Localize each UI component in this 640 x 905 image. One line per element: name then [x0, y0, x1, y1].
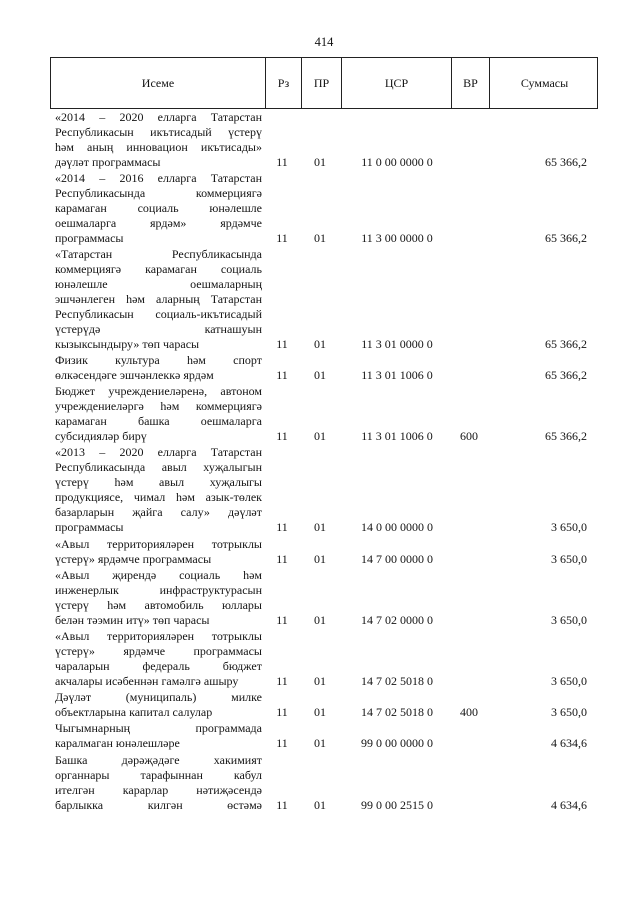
name-line: Башка дәрәҗәдәге хакимият [55, 752, 262, 767]
table-row [50, 247, 598, 352]
name-cell [50, 110, 264, 170]
table-row [50, 753, 598, 813]
csr-cell: 11 3 00 0000 0 [361, 230, 433, 245]
csr-cell: 14 7 02 5018 0 [361, 674, 433, 688]
name-line: өлкәсендәге эшчәнлеккә ярдәм [55, 368, 214, 383]
table-row [50, 110, 598, 170]
name-line: юнәлешле оешмаларның [55, 276, 262, 291]
sum-cell: 3 650,0 [551, 520, 587, 535]
rz-cell: 11 [276, 336, 288, 351]
csr-cell: 11 3 01 1006 0 [361, 368, 433, 383]
table-row [50, 384, 598, 444]
rz-cell: 11 [276, 551, 288, 566]
header-rz: Рз [265, 58, 301, 108]
pr-cell: 01 [314, 429, 326, 444]
table-row [50, 721, 598, 751]
sum-cell: 65 366,2 [545, 230, 587, 245]
name-line: кызыксындыру» төп чарасы [55, 336, 200, 351]
pr-cell: 01 [314, 736, 326, 751]
name-line: инженерлык инфраструктурасын [55, 582, 262, 597]
rz-cell: 11 [276, 674, 288, 688]
rz-cell: 11 [276, 520, 288, 535]
csr-cell: 11 3 01 1006 0 [361, 429, 433, 444]
name-line: Чыгымнарның программада [55, 721, 262, 736]
pr-cell: 01 [314, 797, 326, 812]
name-line: үстерү һәм автомобиль юллары [55, 597, 262, 612]
table-row [50, 537, 598, 567]
name-line: Республикасын икътисадый үстерү [55, 124, 262, 139]
sum-cell: 3 650,0 [551, 674, 587, 688]
name-line: карамаган социаль юнәлешле [55, 200, 262, 215]
csr-cell: 11 3 01 0000 0 [361, 336, 433, 351]
sum-cell: 3 650,0 [551, 551, 587, 566]
vr-cell: 600 [460, 429, 478, 444]
name-line: учреждениеләргә һәм коммерциягә [55, 399, 262, 414]
csr-cell: 14 7 02 5018 0 [361, 705, 433, 720]
header-csr: ЦСР [341, 58, 451, 108]
table-header [50, 57, 598, 109]
name-line: үстерү» ярдәмче программасы [55, 644, 262, 658]
table-row [50, 353, 598, 383]
name-line: «Авыл территорияләрен тотрыклы [55, 536, 262, 551]
rz-cell: 11 [276, 705, 288, 720]
sum-cell: 65 366,2 [545, 154, 587, 169]
name-cell [50, 445, 264, 535]
name-cell [50, 384, 264, 444]
pr-cell: 01 [314, 336, 326, 351]
pr-cell: 01 [314, 612, 326, 627]
csr-cell: 14 7 00 0000 0 [361, 551, 433, 566]
sum-cell: 3 650,0 [551, 612, 587, 627]
table-row [50, 568, 598, 628]
rz-cell: 11 [276, 736, 288, 751]
name-line: коммерциягә карамаган социаль [55, 261, 262, 276]
name-line: «2013 – 2020 елларга Татарстан [55, 445, 262, 460]
name-cell [50, 753, 264, 813]
rz-cell: 11 [276, 429, 288, 444]
name-line: объектларына капитал салулар [55, 705, 213, 720]
pr-cell: 01 [314, 520, 326, 535]
name-line: «2014 – 2020 елларга Татарстан [55, 109, 262, 124]
name-cell [50, 247, 264, 352]
name-cell [50, 568, 264, 628]
name-cell [50, 629, 264, 689]
name-cell [50, 353, 264, 383]
header-pr: ПР [301, 58, 341, 108]
name-line: карамаган башка оешмаларга [55, 414, 262, 429]
name-line: һәм аның инновацион икътисады» [55, 139, 262, 154]
header-sum: Суммасы [489, 58, 599, 108]
name-line: барлыкка килгән өстәмә [55, 797, 262, 812]
name-line: программасы [55, 520, 124, 535]
name-line: «Авыл территорияләрен тотрыклы [55, 629, 262, 643]
csr-cell: 14 0 00 0000 0 [361, 520, 433, 535]
sum-cell: 4 634,6 [551, 736, 587, 751]
name-line: «Авыл җирендә социаль һәм [55, 567, 262, 582]
name-line: «Татарстан Республикасында [55, 246, 262, 261]
sum-cell: 65 366,2 [545, 429, 587, 444]
csr-cell: 99 0 00 2515 0 [361, 797, 433, 812]
name-line: каралмаган юнәлешләре [55, 736, 180, 751]
name-line: Физик культура һәм спорт [55, 353, 262, 368]
name-line: Бюджет учреждениеләренә, автоном [55, 384, 262, 399]
vr-cell: 400 [460, 705, 478, 720]
name-line: чараларын федераль бюджет [55, 659, 262, 673]
name-line: оешмаларга ярдәм» ярдәмче [55, 215, 262, 230]
header-vr: ВР [451, 58, 489, 108]
pr-cell: 01 [314, 368, 326, 383]
page-number: 414 [314, 35, 334, 49]
sum-cell: 4 634,6 [551, 797, 587, 812]
csr-cell: 14 7 02 0000 0 [361, 612, 433, 627]
name-line: үстерү» ярдәмче программасы [55, 551, 212, 566]
table-row [50, 629, 598, 689]
rz-cell: 11 [276, 154, 288, 169]
name-line: субсидияләр бирү [55, 429, 147, 444]
name-line: продукциясе, чимал һәм азык-төлек [55, 490, 262, 505]
name-line: Республикасын социаль-икътисадый [55, 306, 262, 321]
pr-cell: 01 [314, 230, 326, 245]
name-line: үстерү һәм авыл хуҗалыгы [55, 475, 262, 490]
sum-cell: 65 366,2 [545, 336, 587, 351]
csr-cell: 11 0 00 0000 0 [361, 154, 433, 169]
rz-cell: 11 [276, 230, 288, 245]
name-line: органнары тарафыннан кабул [55, 767, 262, 782]
header-name: Исеме [141, 75, 175, 90]
pr-cell: 01 [314, 154, 326, 169]
table-body [50, 110, 598, 813]
name-line: акчалары исәбеннән гамәлгә ашыру [55, 674, 239, 688]
name-cell [50, 721, 264, 751]
table-row [50, 445, 598, 535]
name-line: Республикасында авыл хуҗалыгын [55, 460, 262, 475]
sum-cell: 65 366,2 [545, 368, 587, 383]
rz-cell: 11 [276, 612, 288, 627]
rz-cell: 11 [276, 368, 288, 383]
name-line: Дәүләт (муниципаль) милке [55, 690, 262, 705]
pr-cell: 01 [314, 674, 326, 688]
name-line: дәүләт программасы [55, 154, 161, 169]
name-line: эшчәнлеген һәм аларның Татарстан [55, 291, 262, 306]
name-line: ителгән карарлар нәтиҗәсендә [55, 782, 262, 797]
rz-cell: 11 [276, 797, 288, 812]
pr-cell: 01 [314, 705, 326, 720]
name-line: белән тәэмин итү» төп чарасы [55, 612, 210, 627]
name-line: «2014 – 2016 елларга Татарстан [55, 170, 262, 185]
name-cell [50, 171, 264, 246]
table-row [50, 171, 598, 246]
csr-cell: 99 0 00 0000 0 [361, 736, 433, 751]
name-line: Республикасында коммерциягә [55, 185, 262, 200]
table-row [50, 690, 598, 720]
name-line: базарларын җайга салу» дәүләт [55, 505, 262, 520]
name-cell [50, 537, 264, 567]
sum-cell: 3 650,0 [551, 705, 587, 720]
pr-cell: 01 [314, 551, 326, 566]
name-cell [50, 690, 264, 720]
name-line: программасы [55, 230, 124, 245]
name-line: үстерүдә катнашуын [55, 321, 262, 336]
